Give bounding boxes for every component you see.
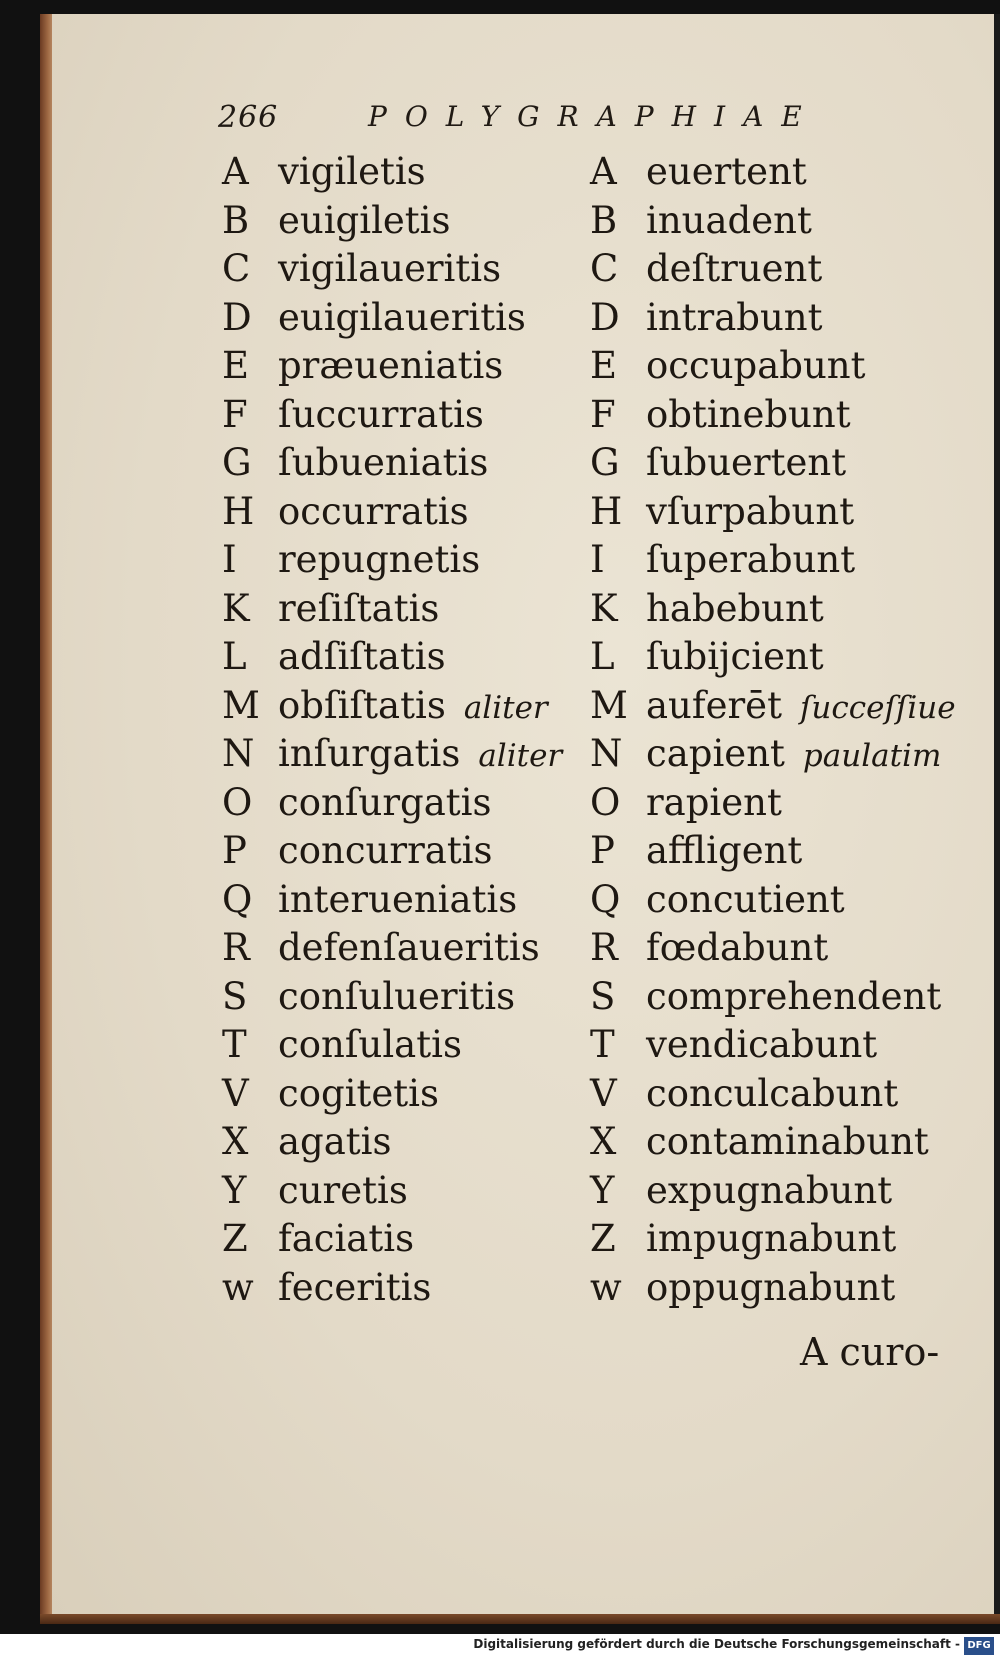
- entry-letter: G: [590, 441, 620, 484]
- entry-letter: T: [222, 1023, 247, 1066]
- cipher-entry: [590, 732, 970, 781]
- cipher-entry: [222, 829, 582, 878]
- cipher-entry: [590, 926, 970, 975]
- cipher-entry: [590, 684, 970, 733]
- page-edge-bottom: [40, 1614, 1000, 1624]
- entry-word: obſiſtatis: [278, 683, 446, 727]
- entry-letter: X: [590, 1120, 617, 1163]
- entry-word: concutient: [646, 877, 845, 921]
- entry-word: habebunt: [646, 586, 824, 630]
- entry-word: curetis: [278, 1168, 408, 1212]
- entry-letter: C: [590, 247, 619, 290]
- entry-word: fœdabunt: [646, 926, 829, 969]
- cipher-entry: [222, 684, 582, 733]
- entry-letter: Z: [222, 1217, 248, 1260]
- entry-letter: A: [590, 150, 617, 193]
- entry-letter: O: [590, 780, 621, 824]
- cipher-entry: [590, 829, 970, 878]
- running-head: [218, 100, 838, 140]
- entry-word: euigiletis: [278, 198, 451, 242]
- cipher-entry: [222, 199, 582, 248]
- entry-word: feceritis: [278, 1265, 432, 1309]
- entry-word: vigilaueritis: [278, 247, 502, 290]
- entry-letter: F: [590, 392, 616, 436]
- cipher-entry: [590, 781, 970, 830]
- entry-word: agatis: [278, 1120, 392, 1163]
- entry-word: vſurpabunt: [646, 489, 855, 533]
- cipher-entry: [222, 1072, 582, 1121]
- entry-letter: Y: [590, 1168, 615, 1212]
- cipher-entry: [222, 490, 582, 539]
- entry-letter: N: [222, 732, 255, 775]
- entry-word: vigiletis: [278, 150, 426, 193]
- entry-letter: N: [590, 732, 623, 775]
- cipher-entry: [590, 199, 970, 248]
- entry-word: ſubueniatis: [278, 441, 489, 484]
- entry-letter: K: [222, 586, 250, 630]
- cipher-entry: [222, 975, 582, 1024]
- entry-letter: S: [590, 974, 616, 1018]
- entry-letter: A: [222, 150, 249, 193]
- entry-word: affligent: [646, 829, 803, 872]
- entry-word: cogitetis: [278, 1071, 439, 1115]
- entry-word: occupabunt: [646, 344, 866, 387]
- entry-letter: D: [222, 295, 252, 339]
- cipher-entry: [222, 150, 582, 199]
- entry-word: conſulueritis: [278, 974, 516, 1018]
- entry-word: impugnabunt: [646, 1217, 897, 1260]
- cipher-entry: [222, 1266, 582, 1315]
- entry-word: inſurgatis: [278, 732, 461, 775]
- entry-word: expugnabunt: [646, 1168, 893, 1212]
- entry-word: conſurgatis: [278, 780, 492, 824]
- entry-letter: Q: [222, 877, 253, 921]
- cipher-entry: [590, 587, 970, 636]
- cipher-entry: [222, 344, 582, 393]
- cipher-entry: [222, 441, 582, 490]
- entry-word: conculcabunt: [646, 1071, 899, 1115]
- cipher-entry: [222, 878, 582, 927]
- catchword: A curo-: [800, 1330, 940, 1374]
- entry-word: intrabunt: [646, 295, 823, 339]
- entry-letter: V: [222, 1071, 249, 1115]
- entry-letter: H: [222, 489, 255, 533]
- entry-word: repugnetis: [278, 538, 481, 581]
- right-column: [590, 150, 970, 1314]
- entry-letter: M: [590, 683, 628, 727]
- entry-letter: Z: [590, 1217, 616, 1260]
- entry-word: vendicabunt: [646, 1023, 878, 1066]
- entry-letter: V: [590, 1071, 617, 1115]
- cipher-entry: [590, 1266, 970, 1315]
- entry-letter: X: [222, 1120, 249, 1163]
- entry-letter: w: [590, 1265, 622, 1309]
- cipher-entry: [590, 296, 970, 345]
- entry-word: adſiſtatis: [278, 635, 446, 678]
- cipher-entry: [222, 538, 582, 587]
- page-edge-right: [994, 14, 1000, 1618]
- entry-note: aliter: [463, 689, 548, 726]
- entry-letter: S: [222, 974, 248, 1018]
- entry-letter: G: [222, 441, 252, 484]
- entry-letter: P: [590, 829, 615, 872]
- cipher-entry: [590, 1169, 970, 1218]
- entry-letter: O: [222, 780, 253, 824]
- cipher-entry: [590, 344, 970, 393]
- entry-letter: L: [590, 635, 615, 678]
- entry-letter: I: [222, 538, 237, 581]
- entry-word: deſtruent: [646, 247, 823, 290]
- cipher-entry: [590, 393, 970, 442]
- entry-word: ſubijcient: [646, 635, 824, 678]
- cipher-entry: [590, 490, 970, 539]
- entry-note: ſucceſſiue: [799, 689, 956, 726]
- dfg-logo: DFG: [964, 1637, 994, 1655]
- entry-word: præueniatis: [278, 344, 504, 387]
- entry-letter: K: [590, 586, 618, 630]
- entry-letter: C: [222, 247, 251, 290]
- entry-word: obtinebunt: [646, 392, 851, 436]
- entry-word: ſubuertent: [646, 441, 847, 484]
- cipher-entry: [222, 1023, 582, 1072]
- cipher-entry: [222, 1169, 582, 1218]
- entry-word: auferēt: [646, 683, 782, 727]
- entry-word: interueniatis: [278, 877, 518, 921]
- footer-bar: [0, 1634, 1000, 1660]
- cipher-entry: [222, 635, 582, 684]
- entry-note: paulatim: [802, 738, 942, 774]
- cipher-entry: [222, 1120, 582, 1169]
- entry-word: contaminabunt: [646, 1120, 929, 1163]
- page-number: 266: [218, 100, 279, 135]
- cipher-entry: [590, 1023, 970, 1072]
- entry-letter: E: [590, 344, 618, 387]
- entry-letter: R: [590, 926, 618, 969]
- entry-letter: T: [590, 1023, 615, 1066]
- entry-letter: B: [222, 198, 250, 242]
- cipher-entry: [590, 441, 970, 490]
- entry-word: euertent: [646, 150, 807, 193]
- entry-letter: H: [590, 489, 623, 533]
- cipher-entry: [222, 587, 582, 636]
- entry-letter: Q: [590, 877, 621, 921]
- entry-word: faciatis: [278, 1217, 415, 1260]
- footer-credit: Digitalisierung gefördert durch die Deutsche Forschungsgemeinschaft -: [473, 1637, 960, 1651]
- entry-letter: Y: [222, 1168, 247, 1212]
- cipher-entry: [222, 781, 582, 830]
- entry-word: ſuperabunt: [646, 538, 856, 581]
- cipher-entry: [590, 1120, 970, 1169]
- cipher-entry: [590, 247, 970, 296]
- entry-word: occurratis: [278, 489, 469, 533]
- entry-word: euigilaueritis: [278, 295, 526, 339]
- entry-letter: M: [222, 683, 260, 727]
- running-title: POLYGRAPHIAE: [368, 100, 820, 133]
- entry-letter: B: [590, 198, 618, 242]
- cipher-entry: [590, 1072, 970, 1121]
- entry-word: oppugnabunt: [646, 1265, 896, 1309]
- cipher-entry: [222, 1217, 582, 1266]
- cipher-entry: [590, 878, 970, 927]
- entry-word: inuadent: [646, 198, 812, 242]
- cipher-entry: [222, 247, 582, 296]
- cipher-entry: [222, 296, 582, 345]
- entry-word: defenſaueritis: [278, 926, 540, 969]
- entry-letter: D: [590, 295, 620, 339]
- left-column: [222, 150, 582, 1314]
- entry-word: conſulatis: [278, 1023, 462, 1066]
- entry-letter: w: [222, 1265, 254, 1309]
- entry-letter: F: [222, 392, 248, 436]
- entry-word: reſiſtatis: [278, 586, 440, 630]
- entry-letter: E: [222, 344, 250, 387]
- entry-word: capient: [646, 732, 785, 775]
- entry-note: aliter: [478, 738, 563, 774]
- entry-letter: I: [590, 538, 605, 581]
- cipher-entry: [590, 538, 970, 587]
- cipher-entry: [222, 732, 582, 781]
- cipher-entry: [222, 926, 582, 975]
- cipher-entry: [590, 1217, 970, 1266]
- entry-word: rapient: [646, 780, 782, 824]
- entry-letter: L: [222, 635, 247, 678]
- entry-letter: R: [222, 926, 250, 969]
- entry-word: comprehendent: [646, 974, 942, 1018]
- entry-letter: P: [222, 829, 247, 872]
- entry-word: concurratis: [278, 829, 493, 872]
- cipher-entry: [590, 150, 970, 199]
- cipher-entry: [590, 635, 970, 684]
- cipher-entry: [590, 975, 970, 1024]
- entry-word: ſuccurratis: [278, 392, 484, 436]
- cipher-entry: [222, 393, 582, 442]
